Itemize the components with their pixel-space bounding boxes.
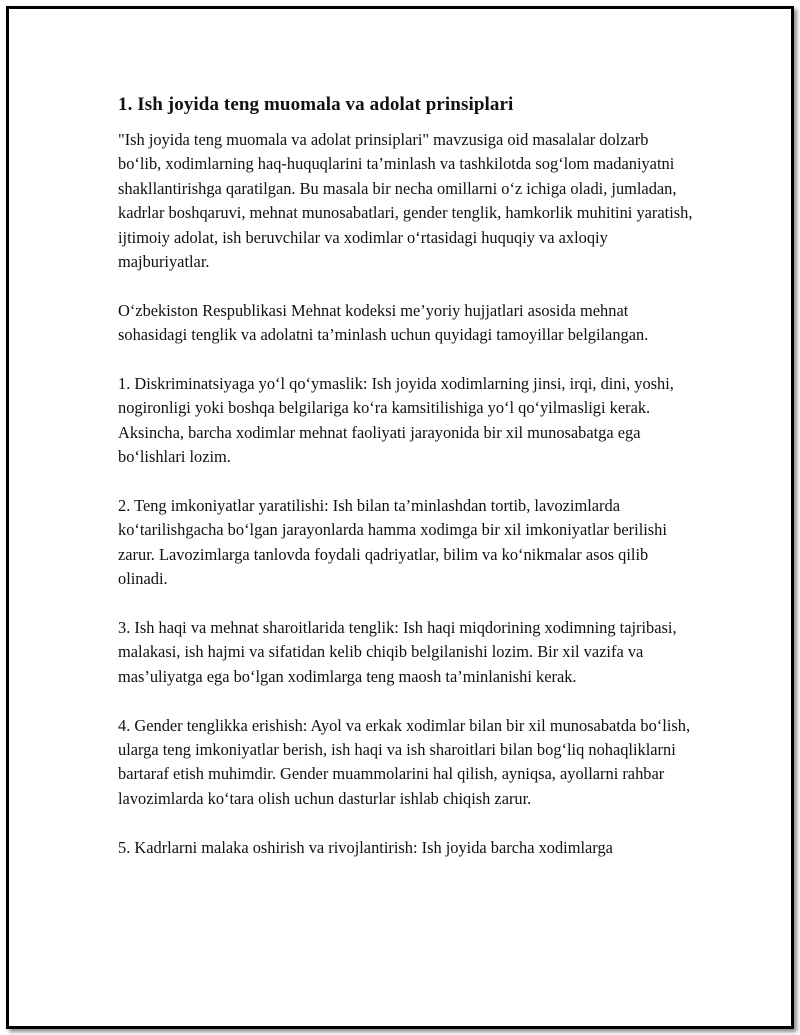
- document-body: [118, 92, 694, 884]
- principle-3-paragraph: 3. Ish haqi va mehnat sharoitlarida tenglik: Ish haqi miqdorining xodimning tajribasi, malakasi, ish hajmi va sifatidan kelib chiqib belgilanishi lozim. Bir xil vazifa va mas’uliyatga ega bo‘lgan xodimlarga teng maosh ta’minlanishi kerak.: [118, 618, 677, 686]
- principle-1-paragraph: 1. Diskriminatsiyaga yo‘l qo‘ymaslik: Ish joyida xodimlarning jinsi, irqi, dini, yoshi, nogironligi yoki boshqa belgilariga ko‘ra kamsitilishiga yo‘l qo‘yilmasligi kerak. Aksincha, barcha xodimlar mehnat faoliyati jarayonida bir xil munosabatga ega bo‘lishlari lozim.: [118, 374, 674, 467]
- principle-2-paragraph: 2. Teng imkoniyatlar yaratilishi: Ish bilan ta’minlashdan tortib, lavozimlarda ko‘tarilishgacha bo‘lgan jarayonlarda hamma xodimga bir xil imkoniyatlar berilishi zarur. Lavozimlarga tanlovda foydali qadriyatlar, bilim va ko‘nikmalar asos qilib olinadi.: [118, 496, 667, 589]
- section-heading: 1. Ish joyida teng muomala va adolat prinsiplari: [118, 94, 514, 115]
- intro-paragraph: "Ish joyida teng muomala va adolat prinsiplari" mavzusiga oid masalalar dolzarb bo‘lib, xodimlarning haq-huquqlarini ta’minlash va tashkilotda sog‘lom madaniyatni shakllantirishga qaratilgan. Bu masala bir necha omillarni o‘z ichiga oladi, jumladan, kadrlar boshqaruvi, mehnat munosabatlari, gender tenglik, hamkorlik muhitini yaratish, ijtimoiy adolat, ish beruvchilar va xodimlar o‘rtasidagi huquqiy va axloqiy majburiyatlar.: [118, 130, 693, 272]
- principle-5-paragraph: 5. Kadrlarni malaka oshirish va rivojlantirish: Ish joyida barcha xodimlarga: [118, 837, 613, 857]
- labor-code-paragraph: O‘zbekiston Respublikasi Mehnat kodeksi me’yoriy hujjatlari asosida mehnat sohasidagi tenglik va adolatni ta’minlash uchun quyidagi tamoyillar belgilangan.: [118, 300, 649, 345]
- principle-4-paragraph: 4. Gender tenglikka erishish: Ayol va erkak xodimlar bilan bir xil munosabatda bo‘lish, ularga teng imkoniyatlar berish, ish haqi va ish sharoitlari bilan bog‘liq nohaqliklarni bartaraf etish muhimdir. Gender muammolarini hal qilish, ayniqsa, ayollarni rahbar lavozimlarda ko‘tara olish uchun dasturlar ishlab chiqish zarur.: [118, 715, 691, 808]
